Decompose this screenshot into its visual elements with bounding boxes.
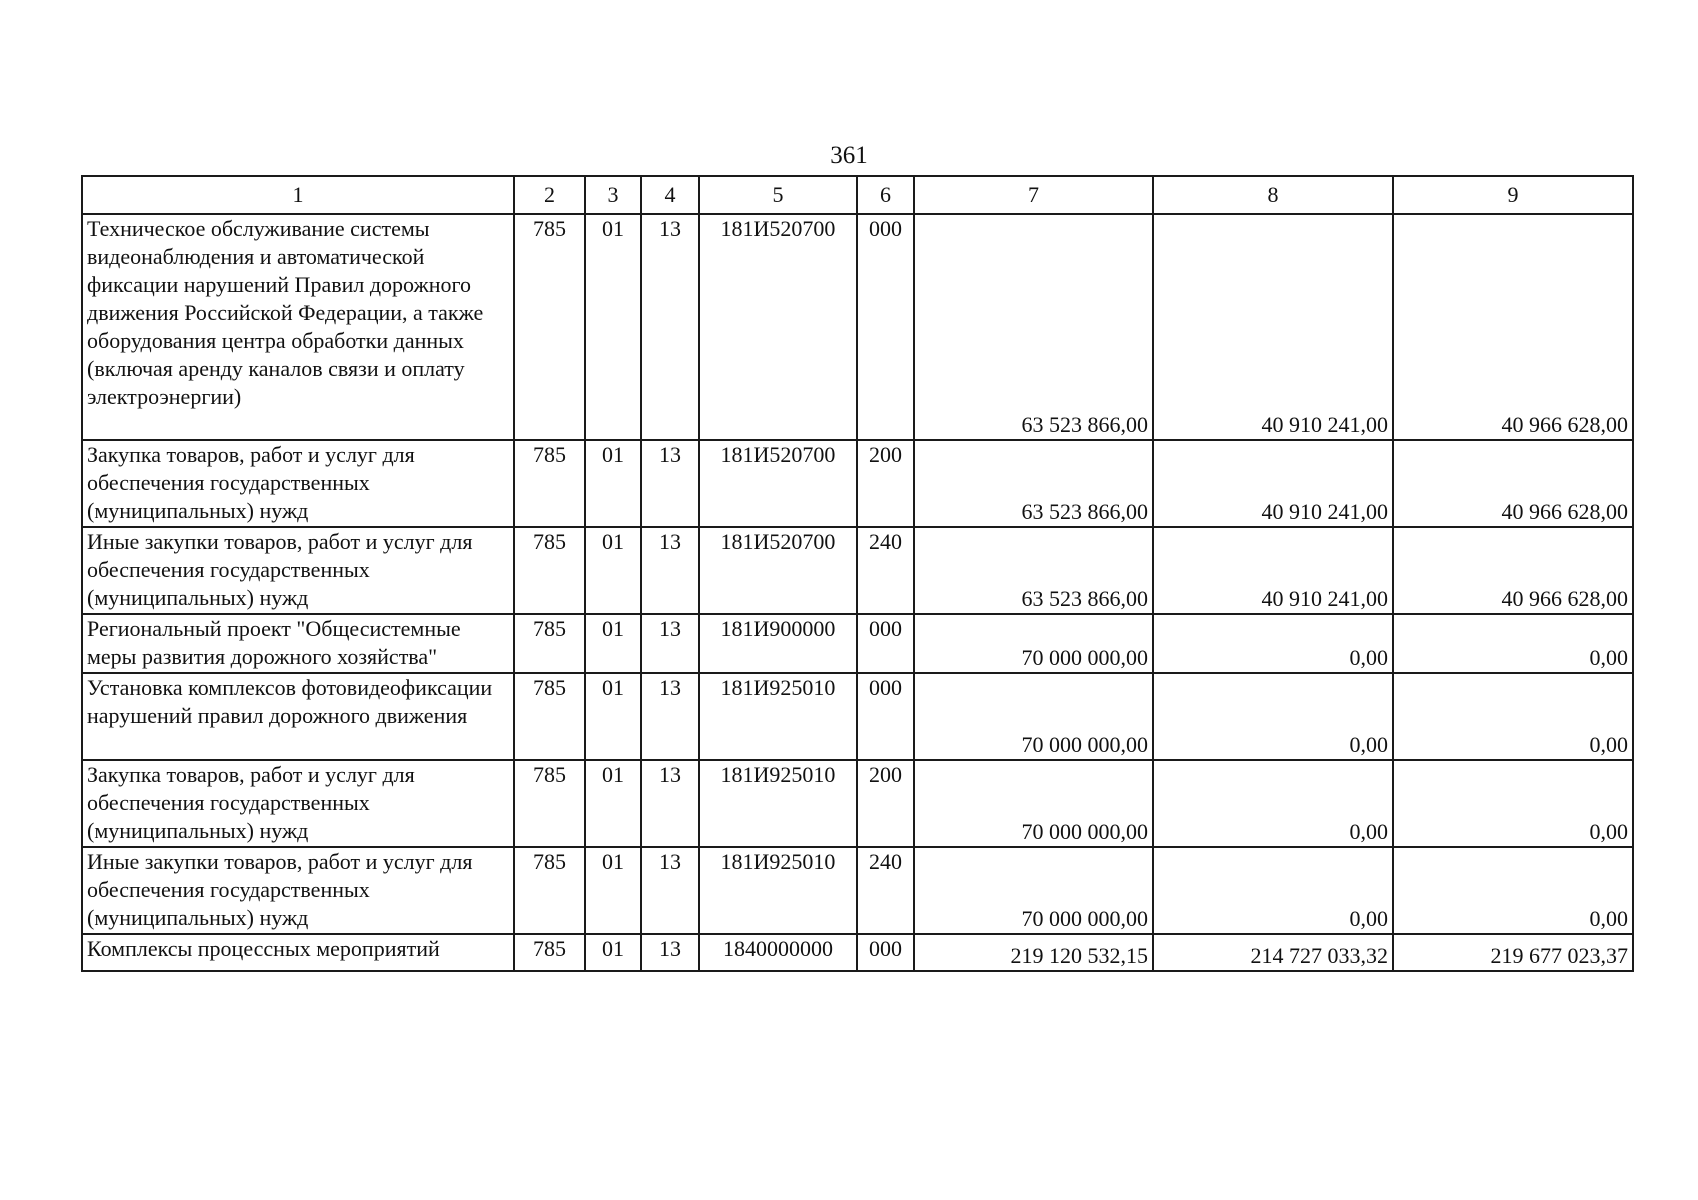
amount-cell: 0,00	[1393, 614, 1633, 673]
row-name-cell: Региональный проект "Общесистемные меры развития дорожного хозяйства"	[82, 614, 514, 673]
code-cell: 200	[857, 760, 914, 847]
code-cell: 13	[641, 760, 699, 847]
code-cell: 01	[585, 673, 641, 760]
code-cell: 785	[514, 614, 585, 673]
code-cell: 181И925010	[699, 760, 857, 847]
amount-cell: 70 000 000,00	[914, 760, 1153, 847]
amount-cell: 63 523 866,00	[914, 527, 1153, 614]
amount-cell: 40 966 628,00	[1393, 214, 1633, 440]
code-cell: 000	[857, 934, 914, 971]
amount-cell: 219 677 023,37	[1393, 934, 1633, 971]
column-header: 9	[1393, 176, 1633, 214]
amount-cell: 70 000 000,00	[914, 847, 1153, 934]
table-row	[82, 673, 1633, 760]
code-cell: 000	[857, 673, 914, 760]
column-header: 7	[914, 176, 1153, 214]
code-cell: 13	[641, 673, 699, 760]
code-cell: 181И900000	[699, 614, 857, 673]
column-header: 2	[514, 176, 585, 214]
code-cell: 785	[514, 847, 585, 934]
amount-cell: 0,00	[1153, 760, 1393, 847]
amount-cell: 63 523 866,00	[914, 440, 1153, 527]
row-name-cell: Иные закупки товаров, работ и услуг для обеспечения государственных (муниципальных) нужд	[82, 847, 514, 934]
column-header: 5	[699, 176, 857, 214]
amount-cell: 70 000 000,00	[914, 673, 1153, 760]
row-name-cell: Техническое обслуживание системы видеонаблюдения и автоматической фиксации нарушений Правил дорожного движения Российской Федерации, а также оборудования центра обработки данных (включая аренду каналов связи и оплату электроэнергии)	[82, 214, 514, 440]
code-cell: 01	[585, 760, 641, 847]
amount-cell: 40 910 241,00	[1153, 440, 1393, 527]
code-cell: 01	[585, 527, 641, 614]
column-header: 6	[857, 176, 914, 214]
row-name-cell: Комплексы процессных мероприятий	[82, 934, 514, 971]
amount-cell: 63 523 866,00	[914, 214, 1153, 440]
amount-cell: 40 910 241,00	[1153, 214, 1393, 440]
table-row	[82, 934, 1633, 971]
row-name-cell: Установка комплексов фотовидеофиксации нарушений правил дорожного движения	[82, 673, 514, 760]
column-header: 8	[1153, 176, 1393, 214]
table-row	[82, 760, 1633, 847]
amount-cell: 0,00	[1153, 847, 1393, 934]
amount-cell: 0,00	[1393, 760, 1633, 847]
table-row	[82, 847, 1633, 934]
amount-cell: 40 966 628,00	[1393, 527, 1633, 614]
amount-cell: 40 910 241,00	[1153, 527, 1393, 614]
amount-cell: 0,00	[1393, 673, 1633, 760]
code-cell: 000	[857, 614, 914, 673]
code-cell: 181И520700	[699, 214, 857, 440]
code-cell: 01	[585, 934, 641, 971]
code-cell: 01	[585, 614, 641, 673]
amount-cell: 0,00	[1153, 614, 1393, 673]
table-row	[82, 614, 1633, 673]
code-cell: 785	[514, 214, 585, 440]
row-name-cell: Иные закупки товаров, работ и услуг для обеспечения государственных (муниципальных) нужд	[82, 527, 514, 614]
code-cell: 13	[641, 847, 699, 934]
code-cell: 13	[641, 934, 699, 971]
amount-cell: 214 727 033,32	[1153, 934, 1393, 971]
code-cell: 785	[514, 934, 585, 971]
code-cell: 13	[641, 440, 699, 527]
amount-cell: 0,00	[1153, 673, 1393, 760]
code-cell: 13	[641, 527, 699, 614]
code-cell: 785	[514, 527, 585, 614]
amount-cell: 40 966 628,00	[1393, 440, 1633, 527]
table-row	[82, 527, 1633, 614]
code-cell: 01	[585, 847, 641, 934]
code-cell: 785	[514, 760, 585, 847]
row-name-cell: Закупка товаров, работ и услуг для обеспечения государственных (муниципальных) нужд	[82, 760, 514, 847]
code-cell: 785	[514, 673, 585, 760]
code-cell: 000	[857, 214, 914, 440]
code-cell: 13	[641, 214, 699, 440]
code-cell: 181И925010	[699, 673, 857, 760]
code-cell: 01	[585, 214, 641, 440]
code-cell: 181И520700	[699, 440, 857, 527]
table-row	[82, 440, 1633, 527]
code-cell: 181И520700	[699, 527, 857, 614]
row-name-cell: Закупка товаров, работ и услуг для обеспечения государственных (муниципальных) нужд	[82, 440, 514, 527]
page-number: 361	[830, 142, 868, 169]
amount-cell: 70 000 000,00	[914, 614, 1153, 673]
code-cell: 181И925010	[699, 847, 857, 934]
table-row	[82, 214, 1633, 440]
code-cell: 240	[857, 847, 914, 934]
budget-table	[81, 175, 1634, 972]
code-cell: 785	[514, 440, 585, 527]
code-cell: 01	[585, 440, 641, 527]
column-header: 4	[641, 176, 699, 214]
amount-cell: 219 120 532,15	[914, 934, 1153, 971]
amount-cell: 0,00	[1393, 847, 1633, 934]
header-row	[82, 176, 1633, 214]
code-cell: 1840000000	[699, 934, 857, 971]
code-cell: 240	[857, 527, 914, 614]
code-cell: 200	[857, 440, 914, 527]
column-header: 3	[585, 176, 641, 214]
column-header: 1	[82, 176, 514, 214]
code-cell: 13	[641, 614, 699, 673]
